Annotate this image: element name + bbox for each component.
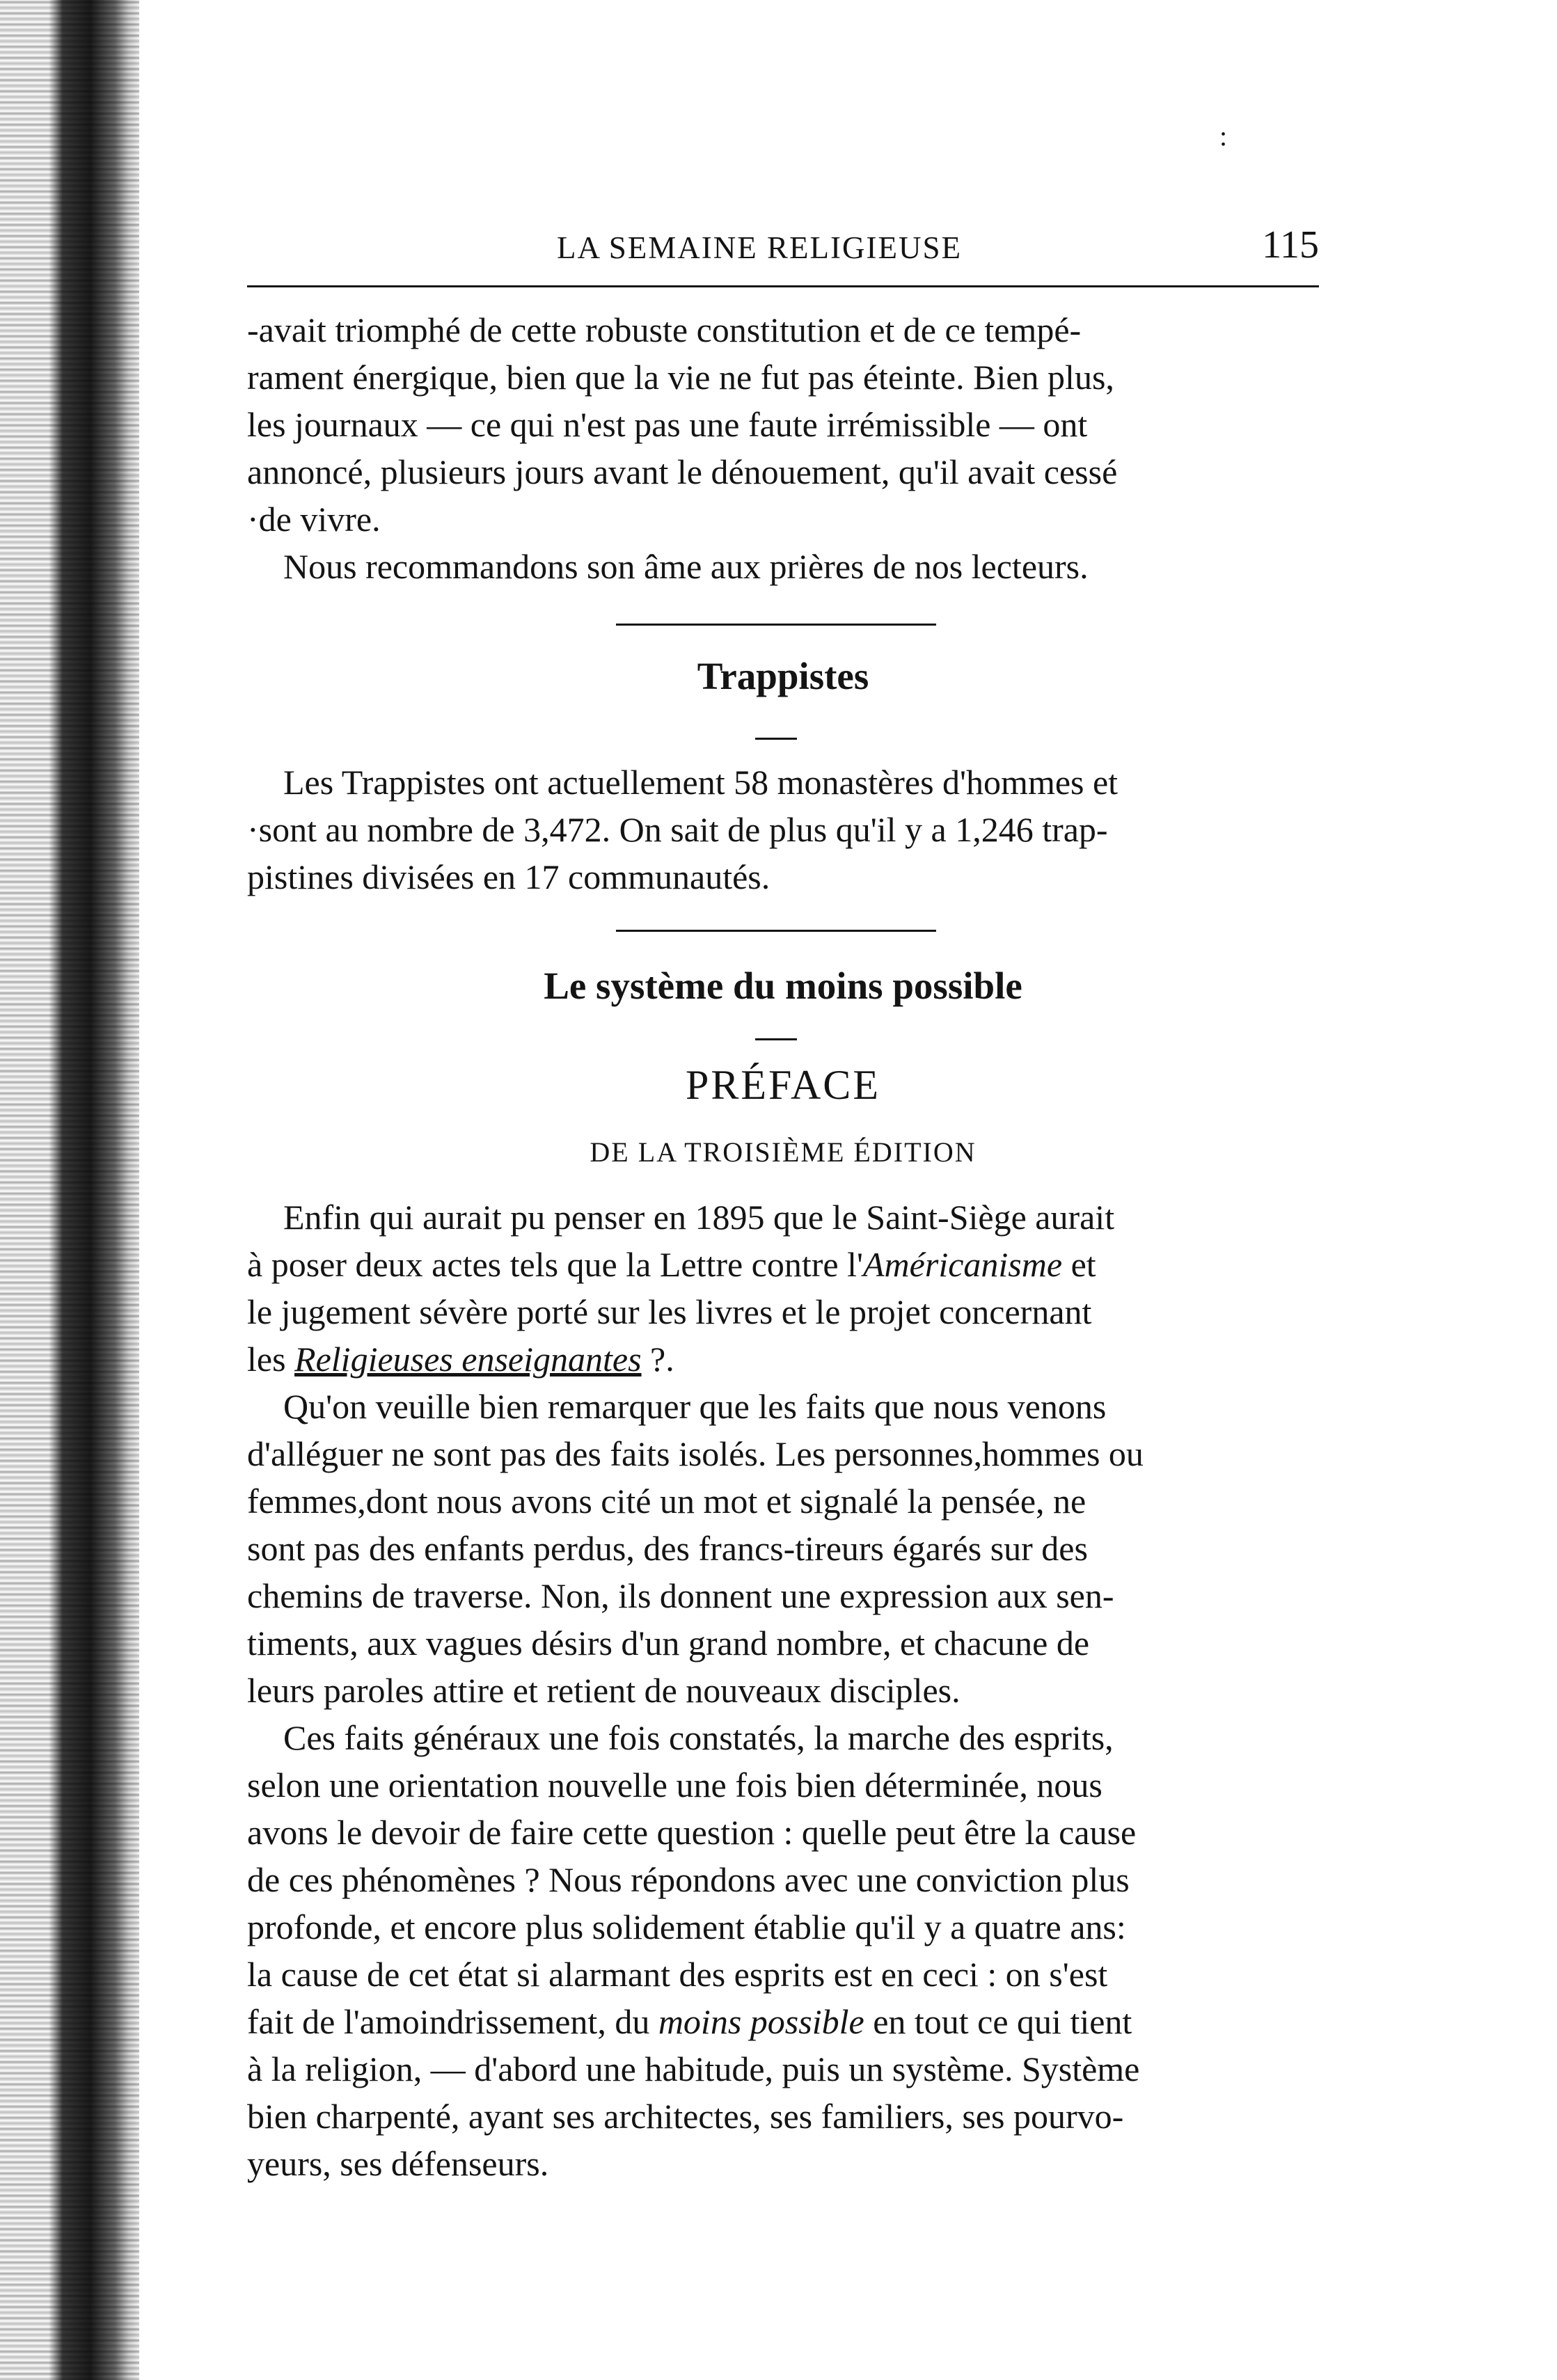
text-line: Enfin qui aurait pu penser en 1895 que le Saint-Siège aurait <box>283 1198 1115 1237</box>
text-line: Les Trappistes ont actuellement 58 monastères d'hommes et <box>283 763 1119 802</box>
trappistes-paragraph <box>247 759 1319 901</box>
title-dash <box>755 1038 797 1040</box>
closing-line: Nous recommandons son âme aux prières de nos lecteurs. <box>283 547 1089 586</box>
italic-run: Religieuses enseignantes <box>294 1340 642 1379</box>
edition-subtitle: DE LA TROISIÈME ÉDITION <box>590 1136 977 1168</box>
text-line: leurs paroles attire et retient de nouveaux disciples. <box>247 1671 961 1710</box>
text-line: femmes,dont nous avons cité un mot et signalé la pensée, ne <box>247 1482 1086 1521</box>
preface-heading: PRÉFACE <box>686 1062 880 1108</box>
text-line: ·de vivre. <box>247 500 381 539</box>
text-line: d'alléguer ne sont pas des faits isolés. Les personnes,hommes ou <box>247 1434 1144 1473</box>
text-line: ·sont au nombre de 3,472. On sait de plus qu'il y a 1,246 trap- <box>247 810 1108 849</box>
section-title-trappistes: Trappistes <box>697 655 869 697</box>
text-line-with-italic <box>247 1335 1319 1383</box>
section-divider <box>616 624 936 626</box>
header-rule <box>247 285 1319 287</box>
text-line: -avait triomphé de cette robuste constitution et de ce tempé- <box>247 310 1082 349</box>
text-line: rament énergique, bien que la vie ne fut pas éteinte. Bien plus, <box>247 358 1114 397</box>
preface-body <box>247 1193 1319 2187</box>
italic-run: Américanisme <box>863 1245 1063 1284</box>
section-title-moins-possible: Le système du moins possible <box>544 965 1022 1007</box>
text-line: les journaux — ce qui n'est pas une faute irrémissible — ont <box>247 405 1088 444</box>
obituary-paragraph <box>247 306 1319 590</box>
section-divider <box>616 930 936 932</box>
text-line: de ces phénomènes ? Nous répondons avec une conviction plus <box>247 1860 1130 1899</box>
book-binding-edge <box>0 0 139 2380</box>
margin-mark: : <box>1219 120 1228 152</box>
text-run: et <box>1062 1245 1096 1284</box>
text-line: sont pas des enfants perdus, des francs-tireurs égarés sur des <box>247 1529 1088 1568</box>
text-line: profonde, et encore plus solidement établie qu'il y a quatre ans: <box>247 1907 1126 1946</box>
text-line: bien charpenté, ayant ses architectes, ses familiers, ses pourvo- <box>247 2097 1124 2136</box>
text-line: annoncé, plusieurs jours avant le dénouement, qu'il avait cessé <box>247 452 1118 491</box>
text-line: timents, aux vagues désirs d'un grand nombre, et chacune de <box>247 1624 1090 1663</box>
page-number: 115 <box>1262 223 1319 267</box>
text-line-with-italic <box>247 1241 1319 1288</box>
text-run: à poser deux actes tels que la Lettre contre l' <box>247 1245 864 1284</box>
text-line: chemins de traverse. Non, ils donnent une expression aux sen- <box>247 1576 1114 1615</box>
text-run: fait de l'amoindrissement, du <box>247 2002 658 2041</box>
text-line: selon une orientation nouvelle une fois bien déterminée, nous <box>247 1766 1102 1804</box>
italic-run: moins possible <box>658 2002 864 2041</box>
text-line: Ces faits généraux une fois constatés, la marche des esprits, <box>283 1718 1114 1757</box>
running-title: LA SEMAINE RELIGIEUSE <box>557 230 962 265</box>
text-line: Qu'on veuille bien remarquer que les faits que nous venons <box>283 1387 1107 1426</box>
text-line: pistines divisées en 17 communautés. <box>247 857 770 896</box>
text-line: avons le devoir de faire cette question : quelle peut être la cause <box>247 1813 1137 1852</box>
text-run: les <box>247 1340 295 1379</box>
text-run: en tout ce qui tient <box>864 2002 1132 2041</box>
text-line: la cause de cet état si alarmant des esprits est en ceci : on s'est <box>247 1955 1108 1994</box>
title-dash <box>755 738 797 740</box>
running-header <box>247 223 1319 278</box>
text-run: ?. <box>641 1340 674 1379</box>
text-line: le jugement sévère porté sur les livres et le projet concernant <box>247 1292 1092 1331</box>
text-line: yeurs, ses défenseurs. <box>247 2144 549 2183</box>
text-line: à la religion, — d'abord une habitude, puis un système. Système <box>247 2049 1140 2088</box>
text-line-with-italic <box>247 1998 1319 2045</box>
